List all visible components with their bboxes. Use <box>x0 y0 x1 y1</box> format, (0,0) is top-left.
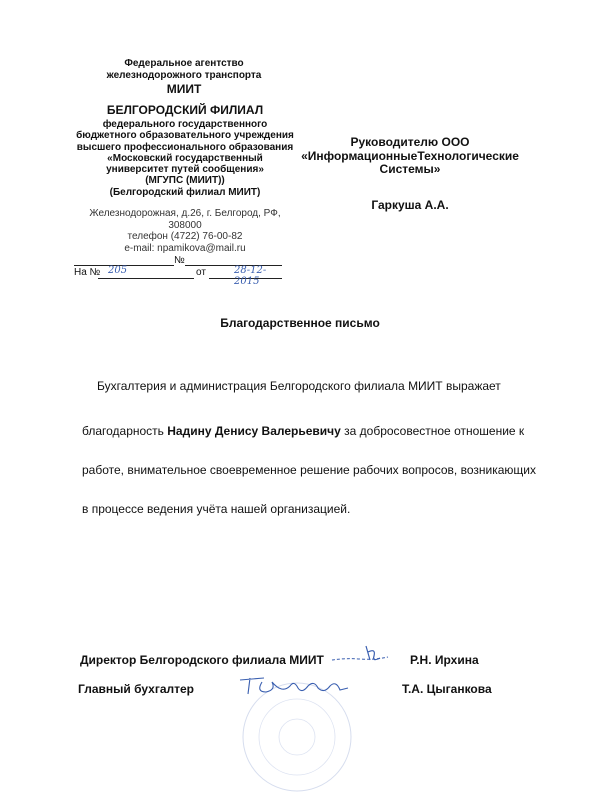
org-desc-line: высшего профессионального образования <box>76 141 294 153</box>
body-line-2-end: за добросовестное отношение к <box>340 424 525 438</box>
org-contacts <box>60 208 310 254</box>
accountant-role: Главный бухгалтер <box>78 682 195 696</box>
address-line-2: 308000 <box>168 219 202 231</box>
email-line: e-mail: npamikova@mail.ru <box>124 242 246 254</box>
director-name: Р.Н. Ирхина <box>410 653 479 667</box>
org-desc-line: федерального государственного <box>102 119 268 130</box>
number-sign-label: № <box>174 255 185 266</box>
agency-name <box>84 58 284 82</box>
org-desc-line: (МГУПС (МИИТ)) <box>145 175 225 187</box>
incoming-date-label: от <box>196 267 206 278</box>
body-line-2 <box>82 424 542 438</box>
body-line-2-start: благодарность <box>82 424 168 438</box>
handwritten-date: 28-12-2015 <box>234 265 267 287</box>
recipient-block <box>300 136 520 177</box>
accountant-signature <box>236 672 356 700</box>
agency-line-1: Федеральное агентство <box>124 58 244 69</box>
incoming-number-label: На № <box>74 267 101 278</box>
handwritten-number: 205 <box>108 265 128 276</box>
recipient-name: Гаркуша А.А. <box>371 198 449 212</box>
org-description <box>60 119 310 198</box>
recipient-line-1: Руководителю ООО <box>350 135 470 149</box>
org-desc-line: бюджетного образовательного учреждения <box>76 130 294 142</box>
accountant-name: Т.А. Цыганкова <box>402 682 492 696</box>
org-desc-line: (Белгородский филиал МИИТ) <box>109 186 261 198</box>
org-short-name: МИИТ <box>166 82 202 96</box>
phone-line: телефон (4722) 76-00-82 <box>127 231 243 242</box>
director-role: Директор Белгородского филиала МИИТ <box>80 653 324 667</box>
agency-line-2: железнодорожного транспорта <box>106 70 262 81</box>
org-desc-line: «Московский государственный <box>107 152 263 164</box>
employee-name: Надину Денису Валерьевичу <box>167 424 341 438</box>
recipient-line-2: «ИнформационныеТехнологические <box>301 148 519 163</box>
org-desc-line: университет путей сообщения» <box>106 164 264 176</box>
reference-row <box>74 255 284 287</box>
address-line-1: Железнодорожная, д.26, г. Белгород, РФ, <box>89 208 281 219</box>
letter-title: Благодарственное письмо <box>220 316 380 330</box>
director-signature <box>330 642 390 668</box>
body-line-1: Бухгалтерия и администрация Белгородского филиала МИИТ выражает <box>97 379 501 393</box>
recipient-line-3: Системы» <box>379 162 441 176</box>
branch-title: БЕЛГОРОДСКИЙ ФИЛИАЛ <box>106 103 264 117</box>
body-line-4: в процессе ведения учёта нашей организацией. <box>82 502 351 516</box>
body-line-3: работе, внимательное своевременное решение рабочих вопросов, возникающих <box>82 463 536 477</box>
